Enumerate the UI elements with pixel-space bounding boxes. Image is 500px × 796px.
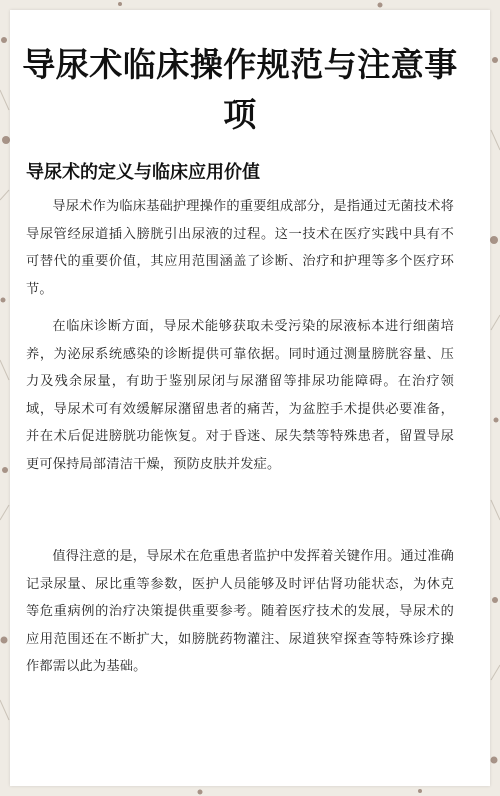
paragraph-definition: 导尿术作为临床基础护理操作的重要组成部分，是指通过无菌技术将导尿管经尿道插入膀胱引出尿液的过程。这一技术在医疗实践中具有不可替代的重要价值，其应用范围涵盖了诊断、治疗和护理等多个医疗环节。 bbox=[26, 199, 455, 297]
page-title: 导尿术临床操作规范与注意事项 bbox=[22, 45, 458, 134]
section-heading: 导尿术的定义与临床应用价值 bbox=[26, 162, 260, 183]
paragraph-critical-care: 值得注意的是，导尿术在危重患者监护中发挥着关键作用。通过准确记录尿量、尿比重等参数，医护人员能够及时评估肾功能状态，为休克等危重病例的治疗决策提供重要参考。随着医疗技术的发展，导尿术的应用范围还在不断扩大，如膀胱药物灌注、尿道狭窄探查等特殊诊疗操作都需以此为基础。 bbox=[26, 549, 455, 674]
paragraph-clinical-applications: 在临床诊断方面，导尿术能够获取未受污染的尿液标本进行细菌培养，为泌尿系统感染的诊断提供可靠依据。同时通过测量膀胱容量、压力及残余尿量，有助于鉴别尿闭与尿潴留等排尿功能障碍。在治疗领域，导尿术可有效缓解尿潴留患者的痛苦，为盆腔手术提供必要准备，并在术后促进膀胱功能恢复。对于昏迷、尿失禁等特殊患者，留置导尿更可保持局部清洁干燥，预防皮肤并发症。 bbox=[26, 319, 454, 472]
